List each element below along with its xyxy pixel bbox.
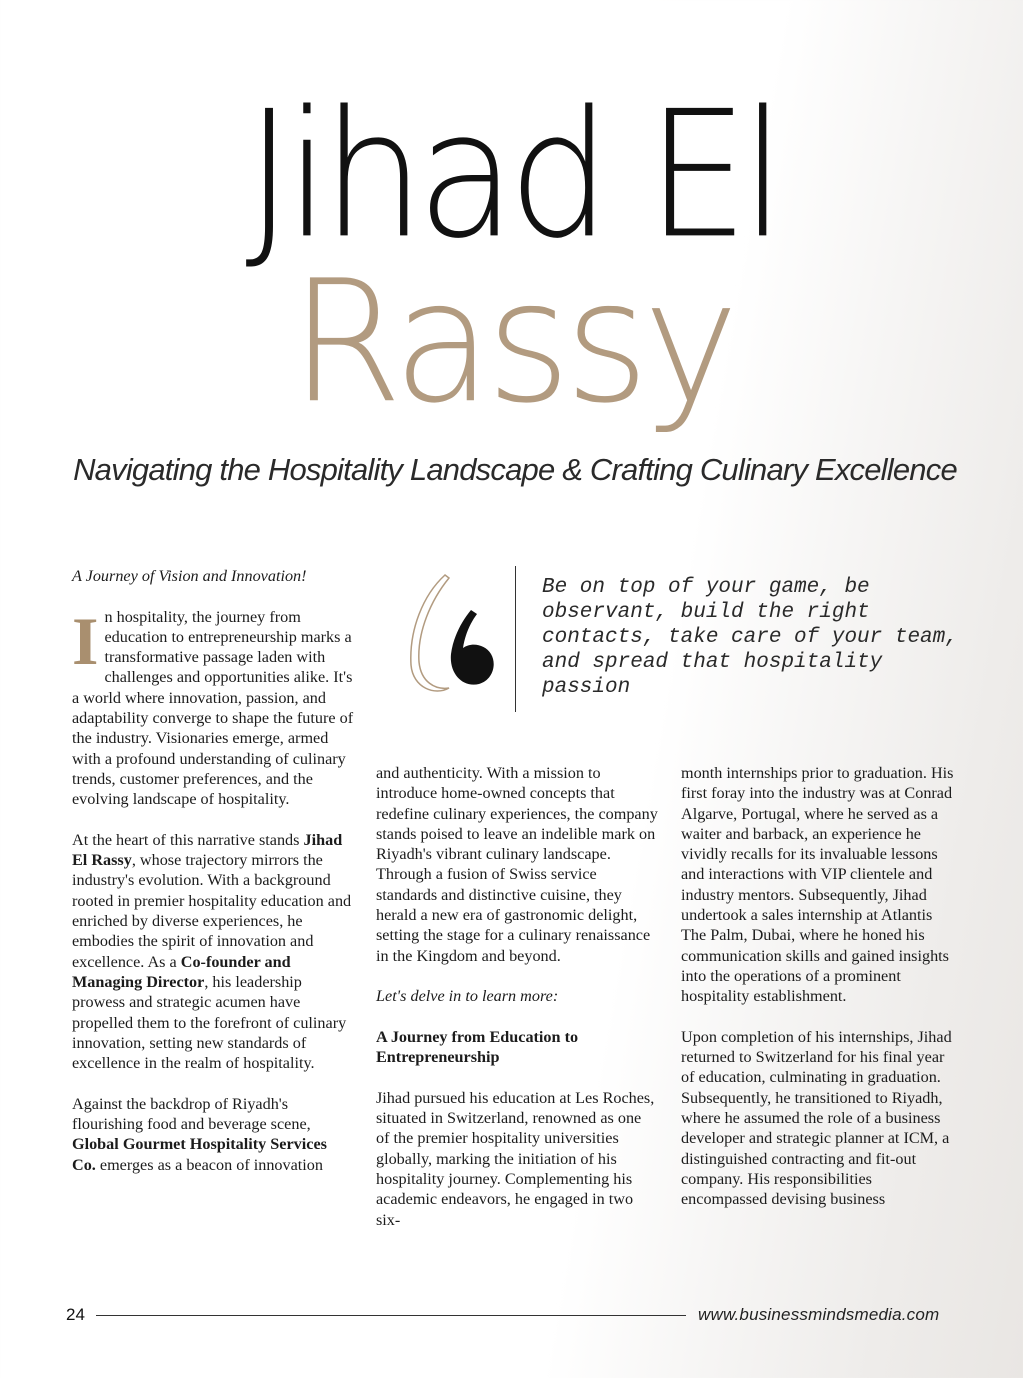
footer-divider (96, 1315, 686, 1316)
para2-text-a: At the heart of this narrative stands (72, 830, 304, 849)
col3-paragraph-2: Upon completion of his internships, Jihad returned to Switzerland for his final year of education, culminating in graduation. Subsequently, he transitioned to Riyadh, where he assumed the role of a business developer and strategic planner at ICM, a distinguished contracting and fit-out company. His responsibilities encompassed devising business (681, 1027, 952, 1209)
title-line-1: Jihad El (245, 74, 778, 278)
page-number: 24 (66, 1305, 85, 1324)
para2-text-d: , his leadership prowess and strategic acumen have propelled them to the forefront of culinary innovation, setting new standards of excellence in the realm of hospitality. (72, 972, 347, 1073)
company-highlight: Global Gourmet Hospitality Services Co. (72, 1135, 327, 1174)
quote-divider (515, 566, 516, 712)
article-column-1 (72, 566, 354, 1195)
para2-text-c: , whose trajectory mirrors the industry's evolution. With a background rooted in premier hospitality education and enriched by diverse experiences, he embodies the spirit of innovation and excellence. As a (72, 851, 352, 971)
opening-quote-icon (405, 570, 500, 700)
subtitle: Navigating the Hospitality Landscape & Crafting Culinary Excellence (73, 452, 957, 487)
title-line-2: Rassy (290, 245, 733, 441)
dropcap: I (72, 602, 99, 679)
col2-paragraph-2: Jihad pursued his education at Les Roches, situated in Switzerland, renowned as one of the premier hospitality universities globally, marking the initiation of his hospitality journey. Complementing his academic endeavors, he engaged in two six- (376, 1088, 655, 1229)
intro-text: n hospitality, the journey from education to entrepreneurship marks a transformative passage laden with challenges and opportunities alike. It's a world where innovation, passion, and adaptability converge to shape the future of the industry. Visionaries emerge, armed with a profound understanding of culinary trends, customer preferences, and the evolving landscape of hospitality. (72, 607, 354, 809)
paragraph-2 (72, 830, 354, 1074)
role-highlight: Co-founder and Managing Director (72, 952, 291, 991)
article-column-2 (376, 763, 658, 1250)
name-highlight: Jihad El Rassy (72, 830, 343, 870)
website-link[interactable]: www.businessmindsmedia.com (698, 1305, 940, 1324)
col2-paragraph-1: and authenticity. With a mission to introduce home-owned concepts that redefine culinary experiences, the company stands poised to leave an indelible mark on Riyadh's vibrant culinary landscape. Through a fusion of Swiss service standards and distinctive cuisine, they herald a new era of gastronomic delight, setting the stage for a culinary renaissance in the Kingdom and beyond. (376, 764, 658, 965)
section-heading (376, 1027, 658, 1068)
article-column-3 (681, 763, 961, 1230)
kicker: A Journey of Vision and Innovation! (72, 567, 307, 585)
pull-quote: Be on top of your game, be observant, build the right contacts, take care of your team, and spread that hospitality passion (542, 576, 958, 699)
intro-paragraph (72, 602, 354, 810)
col3-paragraph-1: month internships prior to graduation. His first foray into the industry was at Conrad Algarve, Portugal, where he served as a waiter and barback, an experience he vividly recalls for its invaluable lessons and interactions with VIP clientele and industry mentors. Subsequently, Jihad undertook a sales internship at Atlantis The Palm, Dubai, where he honed his communication skills and gained insights into the operations of a prominent hospitality establishment. (681, 764, 954, 1006)
lead-in: Let's delve in to learn more: (376, 987, 559, 1006)
para3-text-c: emerges as a beacon of innovation (95, 1155, 323, 1174)
para3-text-a: Against the backdrop of Riyadh's flourishing food and beverage scene, (72, 1094, 311, 1134)
section-heading-text: A Journey from Education to Entrepreneurship (376, 1027, 579, 1067)
paragraph-3 (72, 1094, 354, 1175)
